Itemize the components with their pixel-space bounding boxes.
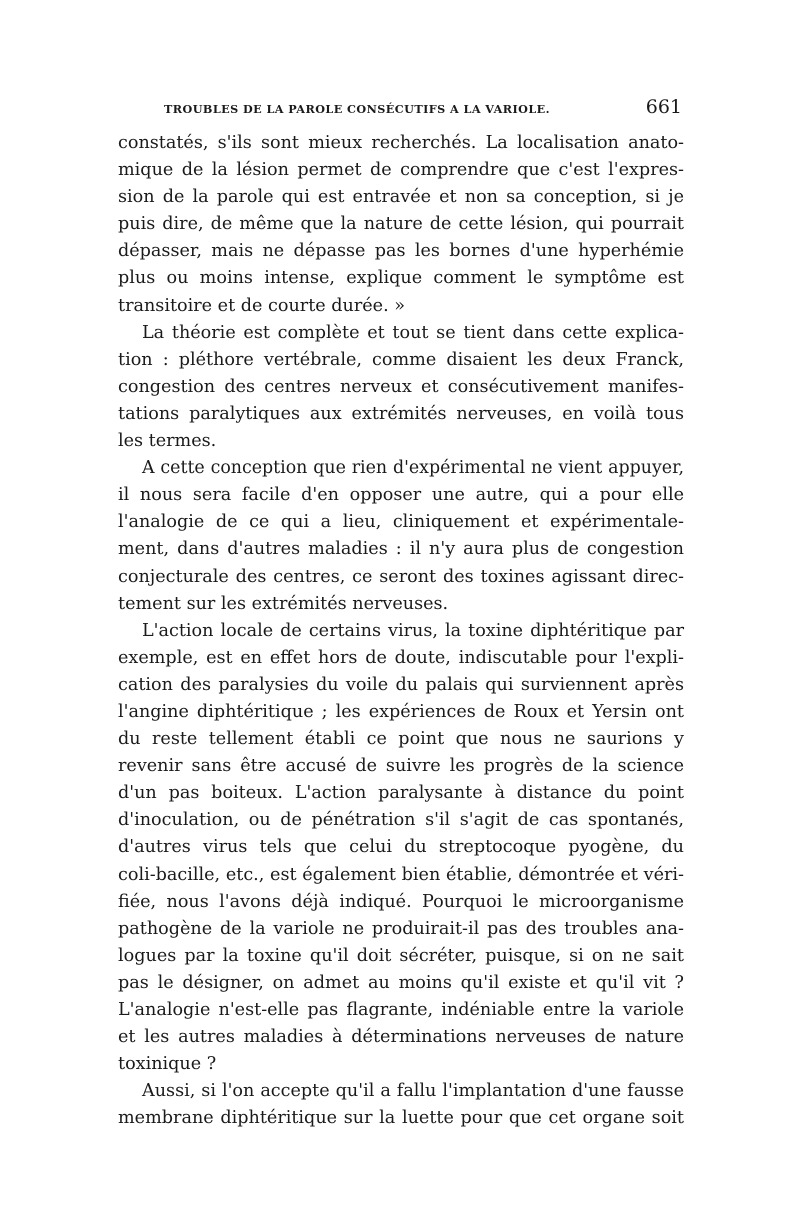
book-page [118,96,684,1132]
text-line: l'analogie de ce qui a lieu, cliniquement et expérimentale- [118,512,684,533]
text-line: plus ou moins intense, explique comment le symptôme est [118,268,684,289]
text-line: d'autres virus tels que celui du streptocoque pyogène, du [118,837,684,858]
text-line: d'inoculation, ou de pénétration s'il s'agit de cas spontanés, [118,810,684,831]
running-header [118,96,684,130]
text-line: Aussi, si l'on accepte qu'il a fallu l'implantation d'une fausse [142,1081,684,1102]
text-line: constatés, s'ils sont mieux recherchés. La localisation anato- [118,133,684,153]
text-line: La théorie est complète et tout se tient dans cette explica- [142,322,684,343]
text-line: tement sur les extrémités nerveuses. [118,593,449,614]
text-line: pas le désigner, on admet au moins qu'il existe et qu'il vit ? [118,972,684,993]
text-line: coli-bacille, etc., est également bien établie, démontrée et véri- [118,864,684,885]
text-line: L'action locale de certains virus, la toxine diphtéritique par [142,620,684,641]
text-line: tion : pléthore vertébrale, comme disaient les deux Franck, [118,349,684,370]
text-line: tations paralytiques aux extrémités nerveuses, en voilà tous [118,403,684,424]
text-line: pathogène de la variole ne produirait-il pas des troubles ana- [118,918,684,939]
text-line: membrane diphtéritique sur la luette pour que cet organe soit [118,1108,684,1129]
text-line: les termes. [118,431,217,452]
text-line: puis dire, de même que la nature de cette lésion, qui pourrait [118,214,684,235]
text-line: L'analogie n'est-elle pas flagrante, indéniable entre la variole [118,1000,684,1020]
text-line: d'un pas boiteux. L'action paralysante à distance du point [118,783,684,804]
text-line: transitoire et de courte durée. » [118,295,406,316]
text-line: mique de la lésion permet de comprendre que c'est l'expres- [118,160,684,181]
text-line: A cette conception que rien d'expérimental ne vient appuyer, [142,458,684,479]
text-line: du reste tellement établi ce point que nous ne saurions y [118,729,684,750]
text-line: et les autres maladies à déterminations nerveuses de nature [118,1027,684,1048]
running-title: TROUBLES DE LA PAROLE CONSÉCUTIFS A LA VARIOLE. [164,102,550,116]
text-line: fiée, nous l'avons déjà indiqué. Pourquoi le microorganisme [118,891,684,912]
text-line: il nous sera facile d'en opposer une autre, qui a pour elle [118,485,684,506]
text-line: cation des paralysies du voile du palais qui surviennent après [118,674,684,695]
text-line: ment, dans d'autres maladies : il n'y aura plus de congestion [118,539,684,560]
text-line: exemple, est en effet hors de doute, indiscutable pour l'expli- [118,647,684,668]
text-line: logues par la toxine qu'il doit sécréter, puisque, si on ne sait [118,945,684,966]
body-text [118,130,684,1132]
text-line: l'angine diphtéritique ; les expériences de Roux et Yersin ont [118,701,684,722]
page-number: 661 [645,96,682,118]
text-line: dépasser, mais ne dépasse pas les bornes d'une hyperhémie [118,241,684,262]
text-line: revenir sans être accusé de suivre les progrès de la science [118,756,684,777]
text-line: congestion des centres nerveux et consécutivement manifes- [118,376,684,397]
text-line: sion de la parole qui est entravée et non sa conception, si je [118,187,684,208]
text-line: toxinique ? [118,1054,217,1075]
text-line: conjecturale des centres, ce seront des toxines agissant direc- [118,566,684,587]
